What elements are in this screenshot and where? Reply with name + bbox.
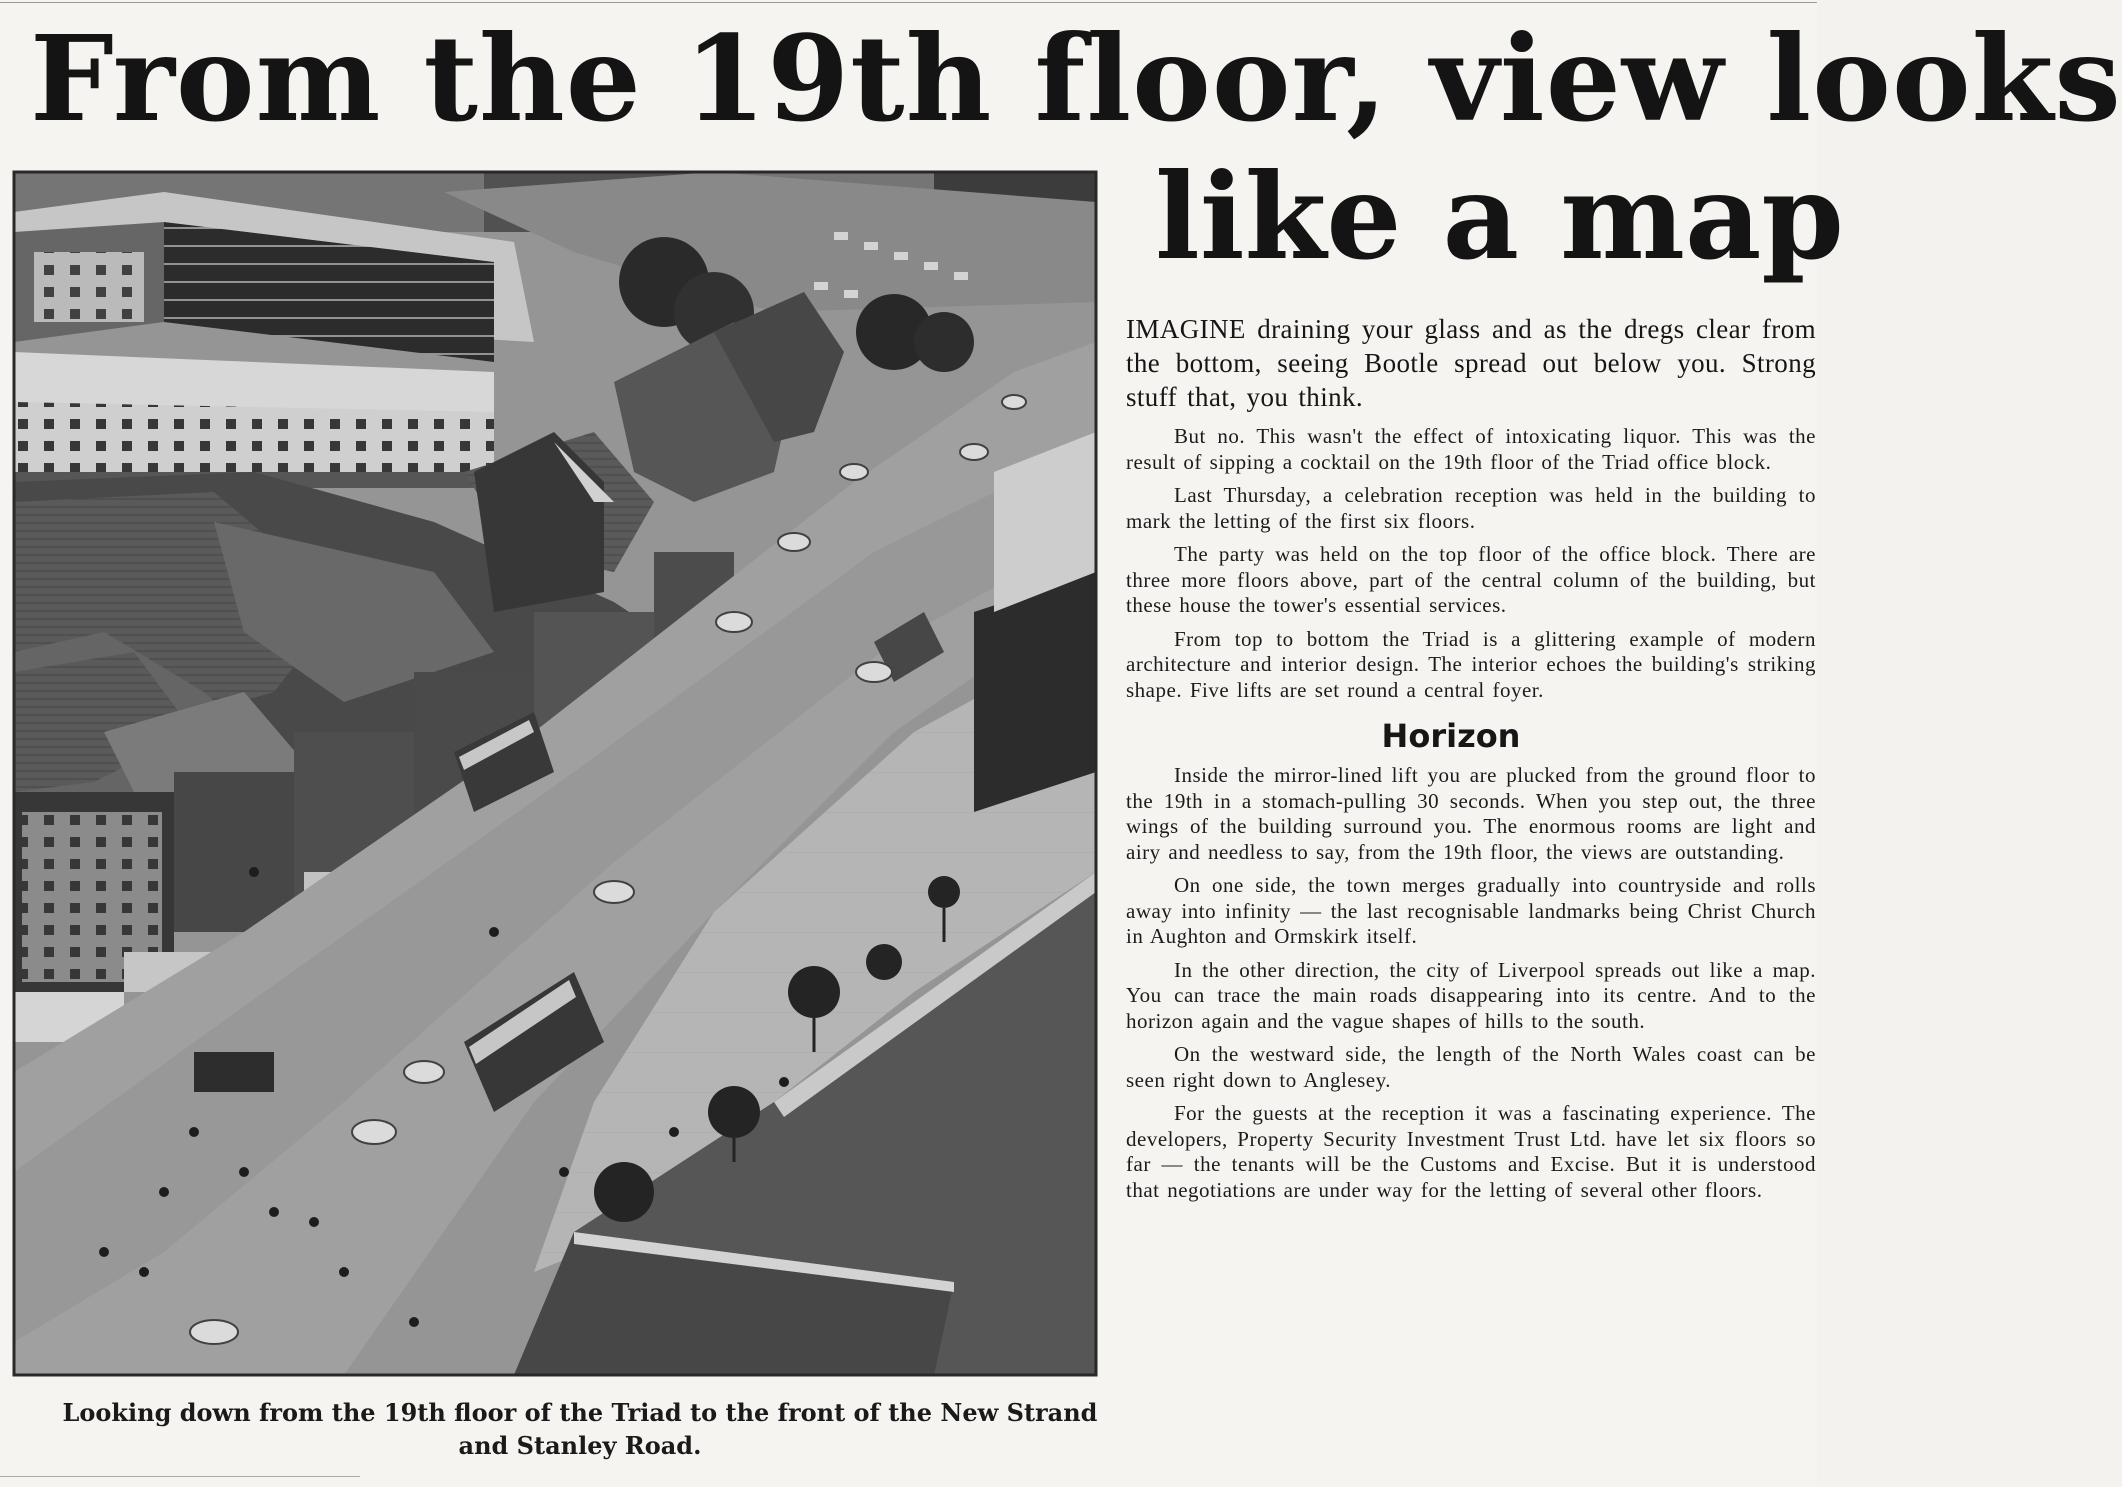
article-paragraph: From top to bottom the Triad is a glittering example of modern architecture and interior design. The interior echoes the building's striking shape. Five lifts are set round a central foyer. (1126, 626, 1816, 702)
article-column (1126, 312, 1816, 1203)
photo-caption: Looking down from the 19th floor of the Triad to the front of the New Strand and Stanley Road. (62, 1398, 1098, 1460)
top-rule (0, 2, 1817, 3)
article-lead: IMAGINE draining your glass and as the dregs clear from the bottom, seeing Bootle spread out below you. Strong stuff that, you think. (1126, 314, 1816, 412)
bottom-rule (0, 1476, 360, 1477)
headline-line-2: like a map (1155, 147, 1844, 286)
article-paragraph: On the westward side, the length of the North Wales coast can be seen right down to Anglesey. (1126, 1042, 1816, 1092)
article-subhead: Horizon (1381, 717, 1521, 755)
article-paragraph: In the other direction, the city of Liverpool spreads out like a map. You can trace the main roads disappearing into its centre. And to the horizon again and the vague shapes of hills to the south. (1126, 957, 1816, 1033)
headline-line-1: From the 19th floor, view looks (30, 9, 2122, 148)
article-paragraph: For the guests at the reception it was a fascinating experience. The developers, Property Security Investment Trust Ltd. have let six floors so far — the tenants will be the Customs and Excise. But it is understood that negotiations are under way for the letting of several other floors. (1126, 1101, 1816, 1202)
article-body (1126, 312, 1817, 1482)
article-paragraph: Inside the mirror-lined lift you are plucked from the ground floor to the 19th in a stomach-pulling 30 seconds. When you step out, the three wings of the building surround you. The enormous rooms are light and airy and needless to say, from the 19th floor, the views are outstanding. (1126, 763, 1816, 864)
article-paragraph: On one side, the town merges gradually into countryside and rolls away into infinity — the last recognisable landmarks being Christ Church in Aughton and Ormskirk itself. (1126, 873, 1816, 948)
article-paragraph: Last Thursday, a celebration reception was held in the building to mark the letting of the first six floors. (1126, 483, 1816, 533)
article-paragraph: But no. This wasn't the effect of intoxicating liquor. This was the result of sipping a cocktail on the 19th floor of the Triad office block. (1126, 424, 1816, 474)
photo-illustration (14, 172, 1096, 1375)
article-paragraph: The party was held on the top floor of the office block. There are three more floors above, part of the central column of the building, but these house the tower's essential services. (1126, 542, 1816, 617)
aerial-street-photo (14, 172, 1096, 1375)
